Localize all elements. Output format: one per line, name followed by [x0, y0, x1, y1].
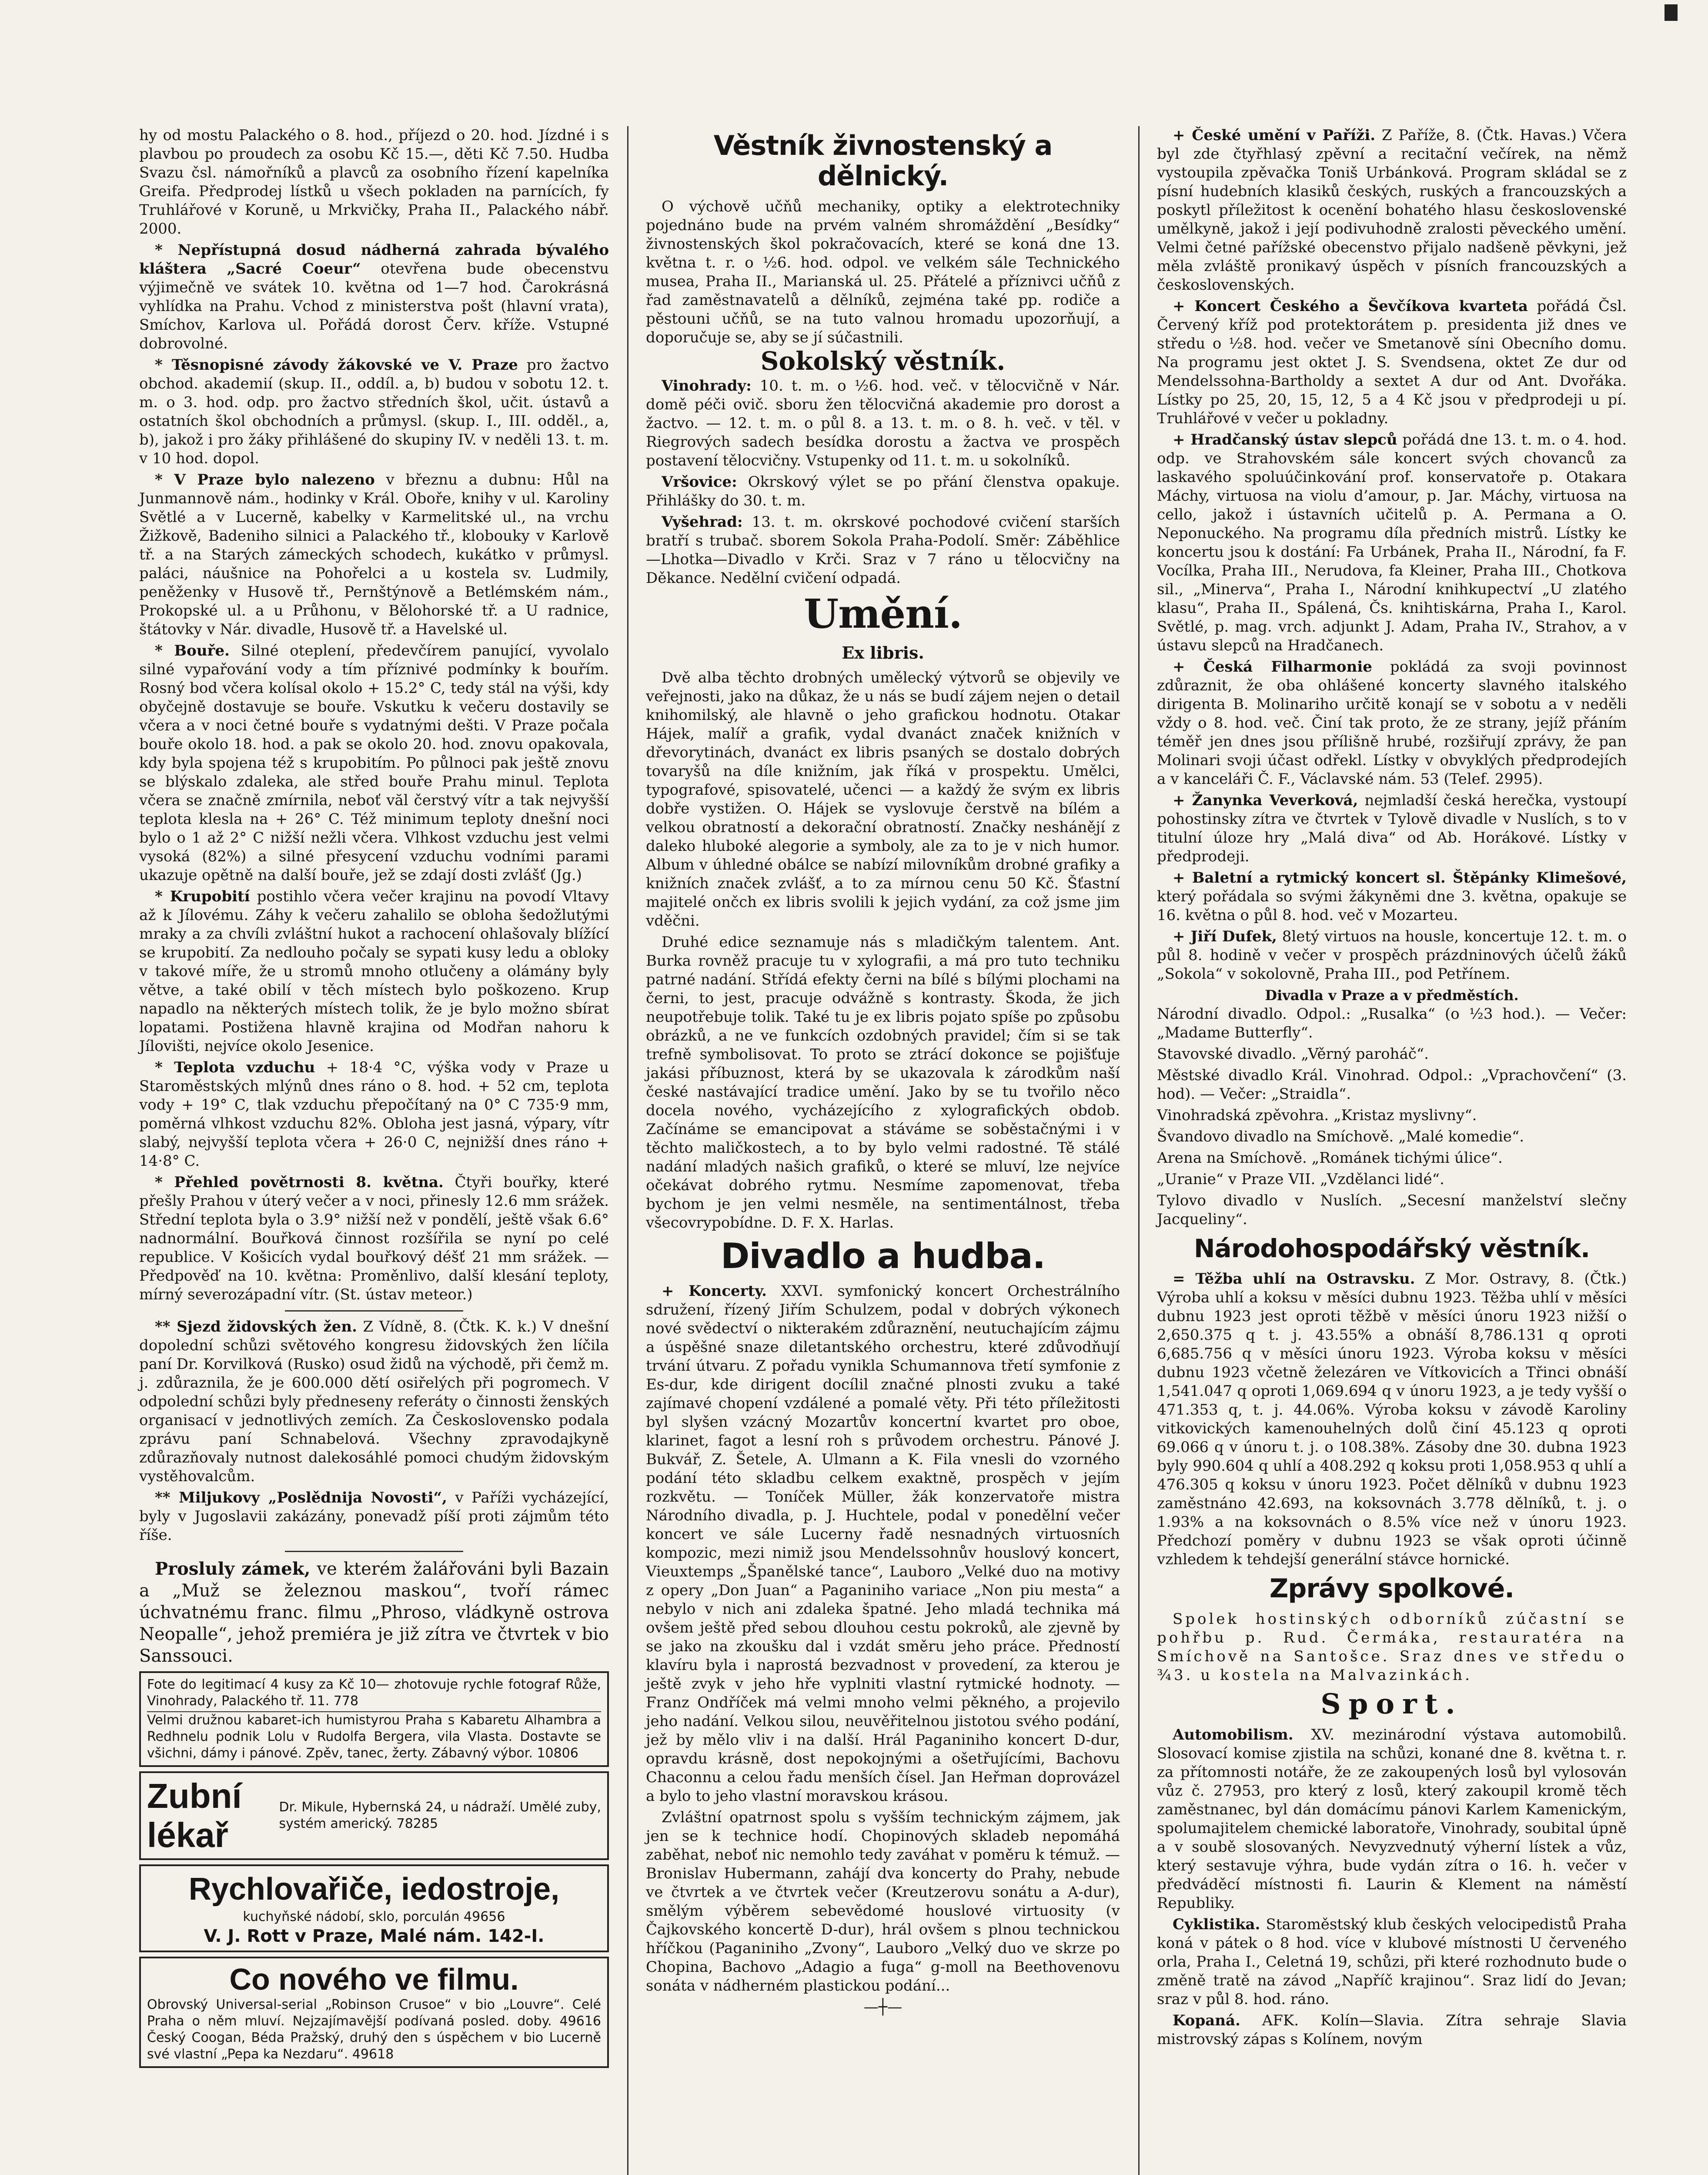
column-3: [1157, 126, 1627, 2175]
ad-text: Dr. Mikule, Hybernská 24, u nádraží. Umělé zuby, systém americký. 78285: [279, 1800, 601, 1831]
article-paragraph: ** Miljukovy „Poslědnija Novosti“, v Paříži vycházející, byly v Jugoslavii zakázány, ponevadž píší proti zájmům této říše.: [139, 1489, 609, 1544]
article-paragraph: Spolek hostinských odborníků zúčastní se pohřbu p. Rud. Čermáka, restauratéra na Smíchově na Santošce. Sraz dnes ve středu o ¾3. u kostela na Malvazinkách.: [1157, 1610, 1627, 1684]
article-paragraph: Vršovice: Okrskový výlet se po přání členstva opakuje. Přihlášky do 30. t. m.: [646, 473, 1120, 509]
separator: [285, 1551, 463, 1552]
article-paragraph: * Nepřístupná dosud nádherná zahrada bývalého kláštera „Sacré Coeur“ otevřena bude obecenstvu výjimečně ve svátek 10. května od 1—7 hod. Čarokrásná vyhlídka na Prahu. Vchod z ministerstva pošt (hlavní vrata), Smíchov, Karlova ul. Pořádá dorost Červ. kříže. Vstupné dobrovolné.: [139, 241, 609, 352]
column-1: [139, 126, 609, 2175]
ad-title: Co nového ve filmu.: [229, 1962, 519, 1996]
separator: [285, 1310, 463, 1312]
column-rule: [627, 126, 628, 2175]
article-paragraph: Druhé edice seznamuje nás s mladičkým talentem. Ant. Burka rovněž pracuje tu v xylografii, a má pro tuto techniku patrné nadání. Střídá efekty černi na bílé s bílými plochami na černi, to jest, pracuje odvážně s kontrasty. Škoda, že jich neupotřebuje tolik. Také tu je ex libris pojato spíše po způsobu obrázků, a ne ve funkcích ozdobných pravidel; čím si se tak trefně symbolisovat. To proto se ztrácí dokonce se pojišťuje jakási příbuznost, která by se ukazovala k zárodkům naší české nastávající tradice umění. Jako by se tu tvořilo něco docela nového, vycházejícího z xylografických obdob. Začínáme se emancipovat a stáváme se soběstačnými i v těchto maličkostech, a to by bylo velmi radostné. Tě stálé nadání mladých našich grafiků, o které se mluví, lze nejvíce očekávat dobrého rytmu. Nesmíme zapomenovat, třeba bychom je jen velmi nesměle, na sentimentálnost, třeba všecovrypobídne. D. F. X. Harlas.: [646, 934, 1120, 1231]
article-paragraph: hy od mostu Palackého o 8. hod., příjezd o 20. hod. Jízdné i s plavbou po proudech za osobu Kč 15.—, děti Kč 7.50. Hudba Svazu čsl. námořníků a plavců za osobního řízení kapelníka Greifa. Předprodej lístků u všech pokladen na parnících, fy Truhlářové v Koruně, u Mrkvičky, Praha II., Palackého nábř. 2000.: [139, 127, 609, 238]
subheading: Ex libris.: [842, 643, 924, 663]
article-paragraph: + Česká Filharmonie pokládá za svoji povinnost zdůraznit, že oba ohlášené koncerty slavného italského dirigenta B. Molinariho určitě konají se v sobotu a v neděli vždy o 8. hod. več. Činí tak proto, že ze strany, jejíž přáním téměř jen dnes jsou přílišně hrubé, rozšiřují zprávy, že pan Molinari svoji účast odřekl. Lístky v obvyklých předprodejích a v kanceláři Č. F., Václavské nám. 53 (Telef. 2995).: [1157, 658, 1627, 788]
article-paragraph: Cyklistika. Staroměstský klub českých velocipedistů Praha koná v pátek o 8 hod. více v klubové místnosti U červeného orla, Praha I., Celetná 19, schůzi, při které rozhodnuto bude o změně tratě na závod „Napříč krajinou“. Sraz lidí do Jevan; sraz v půl 8. hod. ráno.: [1157, 1916, 1627, 2008]
theater-line: „Uranie“ v Praze VII. „Vzdělanci lidé“.: [1157, 1171, 1444, 1188]
theater-listing: [1157, 1005, 1627, 1229]
ad-title: Zubní lékař: [147, 1777, 242, 1854]
newspaper-page: [139, 126, 1627, 2175]
corner-mark: [1665, 4, 1678, 21]
article-paragraph: Vinohrady: 10. t. m. o ½6. hod. več. v tělocvičně v Nár. domě péči ovič. sboru žen tělocvičná akademie pro dorost a žactvo. — 12. t. m. o půl 8. a 13. t. m. o 8. h. več. v těl. v Riegrových sadech besídka dorostu a žactva ve prospěch postavení tělocvičny. Vstupenky od 11. t. m. u sokolníků.: [646, 377, 1120, 469]
article-paragraph: = Těžba uhlí na Ostravsku. Z Mor. Ostravy, 8. (Čtk.) Výroba uhlí a koksu v měsíci dubnu 1923. Těžba uhlí v měsíci dubnu 1923 jest oproti těžbě v měsíci únoru 1923 nižší o 2,650.375 q t. j. 43.55% a obnáší 8,786.131 q oproti 6,685.756 q v měsíci únoru 1923. Výroba koksu v měsíci dubnu 1923 včetně železáren ve Vítkovicích a Třinci obnáší 1,541.047 q oproti 1,069.694 q v únoru 1923, a je tedy vyšší o 471.353 q, t. j. 44.06%. Výroba koksu v závodě Karoliny vitkovických kamenouhelných dolů činí 45.123 q oproti 69.066 q v únoru t. j. o 108.38%. Zásoby dne 30. dubna 1923 byly 990.604 q uhlí a 408.292 q koksu proti 1,058.953 q uhlí a 476.305 q koksu v únoru 1923. Počet dělníků v dubnu 1923 zaměstnáno 42.693, na koksovnách 3.778 dělníků, t. j. o 1.93% a na koksovnách o 8.5% více než v únoru 1923. Předchozí poměry v dubnu 1923 se však oproti účinně vzhledem k tehdejší generální stávce hornické.: [1157, 1270, 1627, 1568]
theater-line: Vinohradská zpěvohra. „Kristaz myslivny“.: [1157, 1107, 1477, 1124]
article-paragraph: O výchově učňů mechaniky, optiky a elektrotechniky pojednáno bude na prvém valném shromáždění „Besídky“ živnostenských škol pokračovacích, které se koná dne 13. května t. r. o ½6. hod. odpol. ve velkém sále Technického musea, Praha II., Marianská ul. 25. Přátelé a příznivci učňů z řad zaměstnavatelů a dělníků, zejména také pp. rodiče a pěstouni učňů, se na tuto valnou hromadu upozorňují, a doporučuje se, aby se jí súčastnili.: [646, 198, 1120, 346]
section-heading: Umění.: [804, 590, 962, 637]
article-paragraph: ** Sjezd židovských žen. Z Vídně, 8. (Čtk. K. k.) V dnešní dopolední schůzi světového kongresu židovských žen líčila paní Dr. Korvilková (Rusko) osud židů na východě, při čemž m. j. zdůraznila, že je 600.000 dětí osiřelých při pogromech. V odpolední schůzi byly předneseny referáty o činnosti ženských organisací v jednotlivých zemích. Za Československo podala zprávu paní Schnabelová. Všechny zpravodajkyně zdůrazňovaly nutnost dalekosáhlé pomoci chudým židovským vystěhovalcům.: [139, 1318, 609, 1485]
ad-title: Rychlovařiče, iedostroje,: [188, 1872, 560, 1907]
article-paragraph: * Bouře. Silné oteplení, předevčírem panující, vyvolalo silné vypařování vody a tím příznivé podmínky k bouřím. Rosný bod včera kolísal okolo + 15.2° C, tedy stál na výši, kdy obyčejně dostavuje se bouře. Vskutku k večeru dostavily se včera a v noci četné bouře s vydatnými dešti. V Praze počala bouře okolo 18. hod. a pak se okolo 20. hod. znovu opakovala, kdy byla spojena též s krupobitím. Po půlnoci pak ještě znovu se blýskalo zdaleka, ale střed bouře Prahu minul. Teplota včera se značně zmírnila, neboť văl čerstvý vítr a tak nejvyšší teplota klesla na + 26° C. Též minimum teploty dnešní noci bylo o 1 až 2° C nižší nežli včera. Vlhkost vzduchu jest velmi vysoká (82%) a silné přesycení vzduchu vodními parami ukazuje opětně na další bouře, jež se zdají dosti zvlášť (Jg.): [139, 642, 609, 884]
article-paragraph: + Koncerty. XXVI. symfonický koncert Orchestrálního sdružení, řízený Jiřím Schulzem, podal v dobrých výkonech nové svědectví o nikterakém zdůraznění, neutuchajícím zájmu a úspěšné snaze diletantského orchestru, které zdůvodňují trvání útvaru. Z pořadu vynikla Schumannova třetí symfonie z Es-dur, kde dirigent docílil značné plnosti zvuku a také zajímavé chopení vzdálené a pomalé věty. Při této příležitosti byl slyšen vzácný Mozartův koncertní kvartet pro oboe, klarinet, fagot a lesní roh s průvodem orchestru. Pánové J. Bukvář, Z. Šetele, A. Ulmann a K. Fila vnesli do vzorného podání této skladbu celkem exaktně, prospěch v jejím rozkvětu. — Toníček Müller, žák konzervatoře mistra Národního divadla, p. J. Huchtele, podal v ponedělní večer koncert ve sále Lucerny řadě nesnadných virtuosních kompozic, mezi nimiž jsou Mendelssohnův houslový koncert, Vieuxtemps „Španělské tance“, Lauboro „Velké duo na motivy z opery „Don Juan“ a Paganiniho variace „Non piu mesta“ a nebylo v nich ani zdaleka špatné. Jeho mladá technika má ovšem ještě před sebou dlouhou cestu pokroků, ale zjevně by se jako na zkoušku dal i vzdát směru jeho práce. Předností klavíru byla i naprostá bezvadnost v provedení, za kterou je ještě zvyk v jeho hře vyplniti vlastní rytmické hodnoty. — Franz Ondříček má velmi mnoho velmi pěkného, a projevilo jeho nadání. Velkou silou, neuvěřitelnou jistotou svého podání, jež by mělo vliv i na další. Hrál Paganiniho koncert D-dur, opravdu krásně, dost nepokojnými a ošetřujícími, Bachovu Chaconnu a celou řadu menších čísel. Jan Heřman doprovázel a bylo to jeho vlastní moravskou krásou.: [646, 1282, 1120, 1805]
film-ad: [139, 1957, 609, 2068]
theater-listing-heading: Divadla v Praze a v předměstích.: [1265, 987, 1519, 1004]
theater-line: Národní divadlo. Odpol.: „Rusalka“ (o ½3 hod.). — Večer: „Madame Butterfly“.: [1157, 1005, 1627, 1041]
section-heading: Divadlo a hudba.: [720, 1236, 1046, 1276]
article-paragraph: + Baletní a rytmický koncert sl. Štěpánky Klimešové, který pořádala so svými žákyněmi dne 3. května, opakuje se 16. května o půl 8. hod. več v Mozarteu.: [1157, 869, 1627, 924]
end-mark: —┼—: [863, 1998, 902, 2016]
article-paragraph: + Jiří Dufek, 8letý virtuos na housle, koncertuje 12. t. m. o půl 8. hodině v večer v prospěch prázdninových účelů žáků „Sokola“ v sokolovně, Praha III., pod Petřínem.: [1157, 928, 1627, 983]
column-rule: [1138, 126, 1140, 2175]
ad-text: Fote do legitimací 4 kusy za Kč 10— zhotovuje rychle fotograf Růže, Vinohrady, Palackého tř. 11. 778: [147, 1677, 601, 1709]
article-paragraph: * Teplota vzduchu + 18·4 °C, výška vody v Praze u Staroměstských mlýnů dnes ráno o 8. hod. + 52 cm, teplota vody + 19° C, tlak vzduchu přepočítaný na 0° C 735·9 mm, poměrná vlhkost vzduchu 82%. Obloha jest jasná, výpary, vítr slabý, nejvyšší teplota včera + 26·0 C, nejnižší dnes ráno + 14·8° C.: [139, 1059, 609, 1170]
article-paragraph: + Hradčanský ústav slepců pořádá dne 13. t. m. o 4. hod. odp. ve Strahovském sále koncert svých chovanců za laskavého spoluúčinkování prof. konservatoře p. Otakara Máchy, virtuosa na violu d’amour, p. Jar. Máchy, virtuosa na cello, jakož i ústavních učitelů p. A. Permana a O. Neponuckého. Na programu díla předních mistrů. Lístky ke koncertu jsou k dostání: Fa Urbánek, Praha II., Národní, fa F. Vocílka, Praha III., Nerudova, fa Kleiner, Praha III., Chotkova sil., „Minerva“, Praha I., Národní knihkupectví „U zlatého klasu“, Praha II., Spálená, Čs. knihtiskárna, Praha I., Karol. Světlé, p. mag. vrch. adjunkt J. Adam, Praha IV., Strahov, a v ústavu slepců na Hradčanech.: [1157, 431, 1627, 654]
ad-text: Obrovský Universal-serial „Robinson Crusoe“ v bio „Louvre“. Celé Praha o něm mluví. Nejzajímavější podívaná posled. doby. 49616 Český Coogan, Béda Pražský, druhý den s úspěchem v bio Lucerně své vlastní „Pepa ka Nezdaru“. 49618: [147, 1997, 601, 2062]
article-paragraph: Zvláštní opatrnost spolu s vyšším technickým zájmem, jak jen se k technice hodí. Chopinových skladeb nepomáhá zaběhat, neboť nic nemohlo tedy zaváhat v poměru k témuž. — Bronislav Hubermann, zahájí dva koncerty do Prahy, nebude ve čtvrtek a ve čtvrtek večer (Kreutzerovu sonátu a A-dur), smělým výběrem sebevědomé houslové virtuosity (v Čajkovského koncertě D-dur), hrál ovšem s plnou technickou hříčkou (Paganiniho „Zvony“, Lauboro „Velký duo ve skrze po Chopina, Bachovo „Adagio a fuga“ g-moll na Beethovenovu sonáta v nádherném plastickou podání...: [646, 1809, 1120, 1994]
theater-line: Stavovské divadlo. „Věrný paroháč“.: [1157, 1045, 1429, 1063]
ad-text: kuchyňské nádobí, sklo, porculán 49656: [243, 1909, 505, 1924]
article-paragraph: + České umění v Paříži. Z Paříže, 8. (Čtk. Havas.) Včera byl zde čtyřhlasý zpěvní a recitační večírek, na němž vystoupila zpěvačka Toniš Urbánková. Program skládal se z písní hudebních klasiků českých, ruských a francouzských a poskytl příležitost k ocenění bohatého hlasu československé umělkyně, jakož i její podivuhodně zralosti pěveckého umění. Velmi četné pařížské obecenstvo přijalo nadšeně pěvkyni, jež měla zvláště pronikavý úspěch v písních francouzských a československých.: [1157, 127, 1627, 294]
section-heading: Národohospodářský věstník.: [1193, 1234, 1590, 1263]
article-paragraph: * Těsnopisné závody žákovské ve V. Praze pro žactvo obchod. akademií (skup. II., oddíl. a, b) budou v sobotu 12. t. m. o 3. hod. odp. pro žactvo středních škol, učit. ústavů a ostatních škol obchodních a průmysl. (skup. I., III. odděl., a, b), jakož i pro žáky přihlášené do skupiny IV. v neděli 13. t. m. v 10 hod. dopol.: [139, 356, 609, 467]
article-paragraph: Kopaná. AFK. Kolín—Slavia. Zítra sehraje Slavia mistrovský zápas s Kolínem, novým: [1157, 2012, 1627, 2048]
section-heading: Sport.: [1320, 1688, 1463, 1720]
article-paragraph: Prosluly zámek, ve kterém žalářováni byli Bazain a „Muž se železnou maskou“, tvoří rámec úchvatnému franc. filmu „Phroso, vládkyně ostrova Neopalle“, jehož premiéra je již zítra ve čtvrtek v bio Sanssouci.: [139, 1559, 609, 1666]
dentist-ad: [139, 1771, 609, 1860]
ad-text: Velmi družnou kabaret-ich humistyrou Praha s Kabaretu Alhambra a Redhnelu podnik Lolu v Rudolfa Bergera, vila Vlasta. Dostavte se všichni, dámy i pánové. Zpěv, tanec, žerty. Zábavný výbor. 10806: [147, 1711, 601, 1762]
section-heading: Zprávy spolkové.: [1269, 1573, 1514, 1604]
column-2: [646, 126, 1120, 2175]
theater-line: Švandovo divadlo na Smíchově. „Malé komedie“.: [1157, 1128, 1524, 1145]
theater-line: Městské divadlo Král. Vinohrad. Odpol.: „Vprachovčení“ (3. hod). — Večer: „Straidla“.: [1157, 1067, 1627, 1103]
theater-line: Arena na Smíchově. „Románek tichými úlice“.: [1157, 1149, 1503, 1167]
article-paragraph: Automobilism. XV. mezinárodní výstava automobilů. Slosovací komise zjistila na schůzi, konané dne 8. května t. r. za přítomnosti notáře, že ze zakoupených losů byl vylosován vůz č. 27953, pro který z losů, který zakoupil kromě těch zaměstnanec, byl dán domácímu pánovi Karlem Kamenickým, spolumajitelem chemické laboratoře, Vinohrady, soubital úpně a v soubě slosovaných. Nevyzvednutý výherní lístek a vůz, který sestavuje výhra, bude vydán zítra o 16. h. večer v předváděcí místnosti fi. Laurin & Klement na náměstí Republiky.: [1157, 1726, 1627, 1912]
cooker-ad: [139, 1864, 609, 1952]
article-paragraph: Vyšehrad: 13. t. m. okrskové pochodové cvičení starších bratří s trubač. sborem Sokola Praha-Podolí. Směr: Záběhlice—Lhotka—Divadlo v Krči. Sraz v 7 ráno u tělocvičny na Děkance. Nedělní cvičení odpadá.: [646, 513, 1120, 587]
article-paragraph: * V Praze bylo nalezeno v březnu a dubnu: Hůl na Junmannově nám., hodinky v Král. Oboře, knihy v ul. Karoliny Světlé a v Lucerně, kabelky v Karmelitské ul., na vrchu Žižkově, Badeniho silnici a Palackého tř., klobouky v Karlově tř. a na Starých zámeckých schodech, kukátko v průmysl. paláci, náušnice na Pohořelci a u kostela sv. Ludmily, peněženky v Husově tř., Pernštýnově a Betlémském nám., Prokopské ul. a u Průhonu, v Bělohorské tř. a U radnice, štátovky v Nár. divadle, Husově tř. a Havelské ul.: [139, 471, 609, 638]
section-heading: Věstník živnostenský a dělnický.: [713, 130, 1053, 192]
theater-line: Tylovo divadlo v Nuslích. „Secesní manželství slečny Jacqueliny“.: [1157, 1192, 1627, 1228]
section-heading: Sokolský věstník.: [760, 346, 1006, 376]
classified-ad: [139, 1671, 609, 1767]
article-paragraph: + Koncert Českého a Ševčíkova kvarteta pořádá Čsl. Červený kříž pod protektorátem p. presidenta již dnes ve středu o ½8. hod. večer ve Smetanově síni Obecního domu. Na programu jest oktet J. S. Svendsena, oktet Ze dur od Mendelssohna-Bartholdy a sextet A dur od Ant. Dvořáka. Lístky po 25, 20, 15, 12, 5 a 4 Kč jsou v předprodeji u pí. Truhlářové v večer u pokladny.: [1157, 298, 1627, 427]
article-paragraph: + Žanynka Veverková, nejmladší česká herečka, vystoupí pohostinsky zítra ve čtvrtek v Tylově divadle v Nuslích, s to v titulní úloze hry „Malá diva“ od Ab. Horákové. Lístky v předprodeji.: [1157, 792, 1627, 865]
article-paragraph: * Přehled povětrnosti 8. května. Čtyři bouřky, které přešly Prahou v úterý večer a v noci, přinesly 12.6 mm srážek. Střední teplota byla o 3.9° nižší než v pondělí, ještě však 6.6° nadnormální. Bouřková činnost rozšířila se nyní po celé republice. V Košicích vydal bouřkový déšť 21 mm srážek. — Předpověď na 10. května: Proměnlivo, další klesání teploty, mírný severozápadní vítr. (St. ústav meteor.): [139, 1174, 609, 1303]
article-paragraph: * Krupobití postihlo včera večer krajinu na povodí Vltavy až k Jílovému. Záhy k večeru zahalilo se obloha šedožlutými mraky a za chvíli zvláštní hukot a rachocení ohlašovaly blížící se krupobití. Za nedlouho počaly se sypati kusy ledu a obloky v takové míře, že u stromů mnoho otlučeny a olámány byly větve, a také obilí v těch místech bylo poškozeno. Krup napadlo na některých místech tolik, že je bylo možno sbírat lopatami. Postižena hlavně krajina od Modřan nahoru k Jílovišti, nejvíce okolo Jesenice.: [139, 888, 609, 1055]
ad-address: V. J. Rott v Praze, Malé nám. 142-I.: [204, 1926, 545, 1946]
article-paragraph: Dvě alba těchto drobných umělecký výtvorů se objevily ve veřejnosti, jako na důkaz, že u nás se budí zájem nejen o detail knihomilský, ale hlavně o jeho grafickou hodnotu. Otakar Hájek, malíř a grafik, vydal dvanáct značek knižních v dřevorytinách, dvanáct ex libris psaných se dostalo dobrých tovaryšů na díle knižním, jak říká v prospektu. Umělci, typografové, spisovatelé, učenci — a každý že svým ex libris dobře vystižen. O. Hájek se vyslovuje čerstvě na bílém a velkou obratností a dekorační obratností. Značky neshánějí z daleko hluboké alegorie a symboly, ale za to je v nich humor. Album v úhledné obálce se nabízí milovníkům drobné grafiky a knižních značek zvlášť, a to za mírnou cenu 50 Kč. Šťastní majitelé ončch ex libris svolili k jejich vydání, za což jsme jim vděčni.: [646, 669, 1120, 930]
